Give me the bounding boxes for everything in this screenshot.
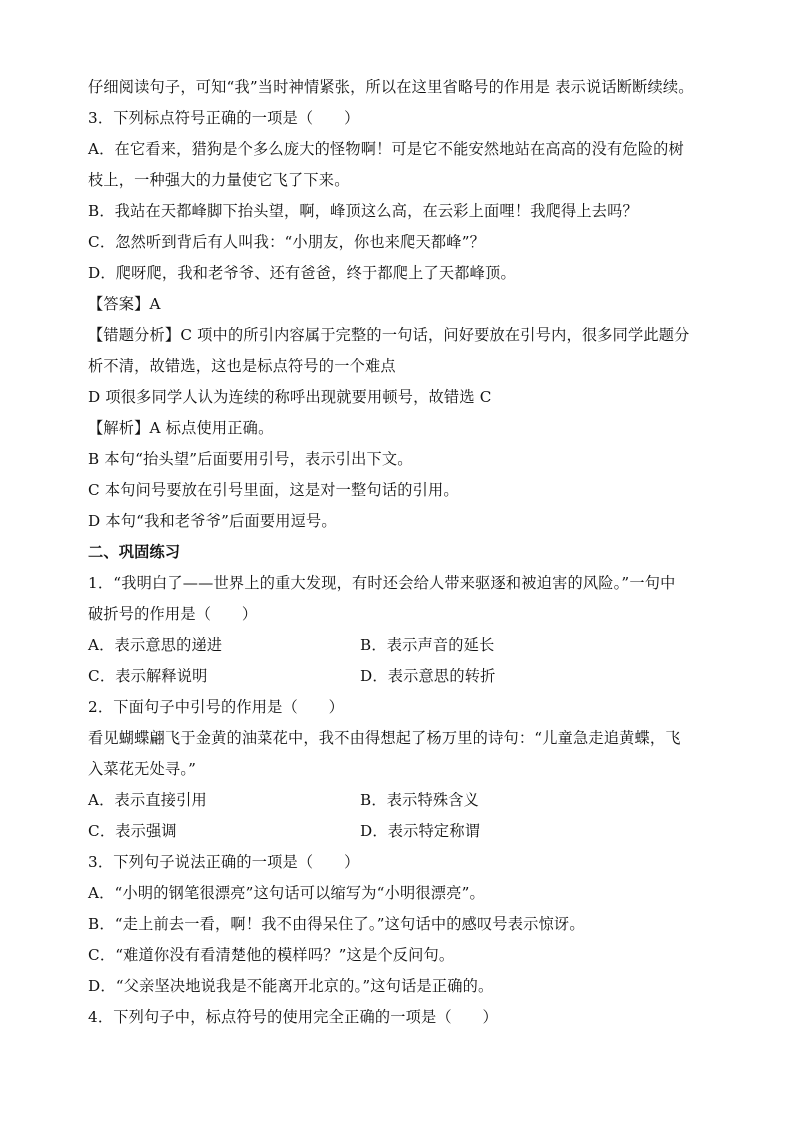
text-line: B 本句“抬头望”后面要用引号，表示引出下文。: [88, 450, 413, 468]
error-analysis: 【错题分析】C 项中的所引内容属于完整的一句话，问好要放在引号内，很多同学此题分: [88, 326, 690, 344]
option-a: A．在它看来，猎狗是个多么庞大的怪物啊！可是它不能安然地站在高高的没有危险的树: [88, 140, 684, 158]
text-line: 仔细阅读句子，可知“我”当时神情紧张，所以在这里省略号的作用是 表示说话断断续续。: [88, 78, 694, 96]
option-row: [88, 820, 481, 842]
text-line: D 项很多同学人认为连续的称呼出现就要用顿号，故错选 C: [88, 388, 492, 406]
section-heading: 二、巩固练习: [88, 543, 181, 561]
option-b: B．表示声音的延长: [360, 636, 495, 654]
text-line: D 本句“我和老爷爷”后面要用逗号。: [88, 512, 337, 530]
question-1-stem: 1．“我明白了——世界上的重大发现，有时还会给人带来驱逐和被迫害的风险。”一句中: [88, 574, 676, 592]
question-3-stem: 3．下列句子说法正确的一项是（ ）: [88, 853, 360, 871]
question-3-stem: 3．下列标点符号正确的一项是（ ）: [88, 109, 360, 127]
text-line: 析不清，故错选，这也是标点符号的一个难点: [88, 357, 396, 375]
question-2-stem: 2．下面句子中引号的作用是（ ）: [88, 698, 345, 716]
answer-line: 【答案】A: [88, 295, 161, 313]
option-row: [88, 665, 496, 687]
option-c: C．“难道你没有看清楚他的模样吗？”这是个反问句。: [88, 946, 455, 964]
option-a: A．“小明的钢笔很漂亮”这句话可以缩写为“小明很漂亮”。: [88, 884, 485, 902]
option-row: [88, 634, 495, 656]
question-4-stem: 4．下列句子中，标点符号的使用完全正确的一项是（ ）: [88, 1008, 498, 1026]
option-a: A．表示直接引用: [88, 791, 207, 809]
option-c: C．忽然听到背后有人叫我：“小朋友，你也来爬天都峰”？: [88, 233, 486, 251]
option-d: D．表示意思的转折: [360, 667, 496, 685]
text-line: C 本句问号要放在引号里面，这是对一整句话的引用。: [88, 481, 459, 499]
option-row: [88, 789, 480, 811]
explanation: 【解析】A 标点使用正确。: [88, 419, 274, 437]
option-a: A．表示意思的递进: [88, 636, 223, 654]
option-b: B．表示特殊含义: [360, 791, 480, 809]
option-d: D．表示特定称谓: [360, 822, 481, 840]
option-d: D．“父亲坚决地说我是不能离开北京的。”这句话是正确的。: [88, 977, 494, 995]
text-line: 枝上，一种强大的力量使它飞了下来。: [88, 171, 350, 189]
text-line: 破折号的作用是（ ）: [88, 605, 258, 623]
option-b: B．我站在天都峰脚下抬头望，啊，峰顶这么高，在云彩上面哩！我爬得上去吗？: [88, 202, 638, 220]
option-c: C．表示强调: [88, 822, 177, 840]
text-line: 看见蝴蝶翩飞于金黄的油菜花中，我不由得想起了杨万里的诗句：“儿童急走追黄蝶，飞: [88, 729, 681, 747]
text-line: 入菜花无处寻。”: [88, 760, 197, 778]
option-b: B．“走上前去一看，啊！我不由得呆住了。”这句话中的感叹号表示惊讶。: [88, 915, 585, 933]
option-d: D．爬呀爬，我和老爷爷、还有爸爸，终于都爬上了天都峰顶。: [88, 264, 516, 282]
option-c: C．表示解释说明: [88, 667, 208, 685]
